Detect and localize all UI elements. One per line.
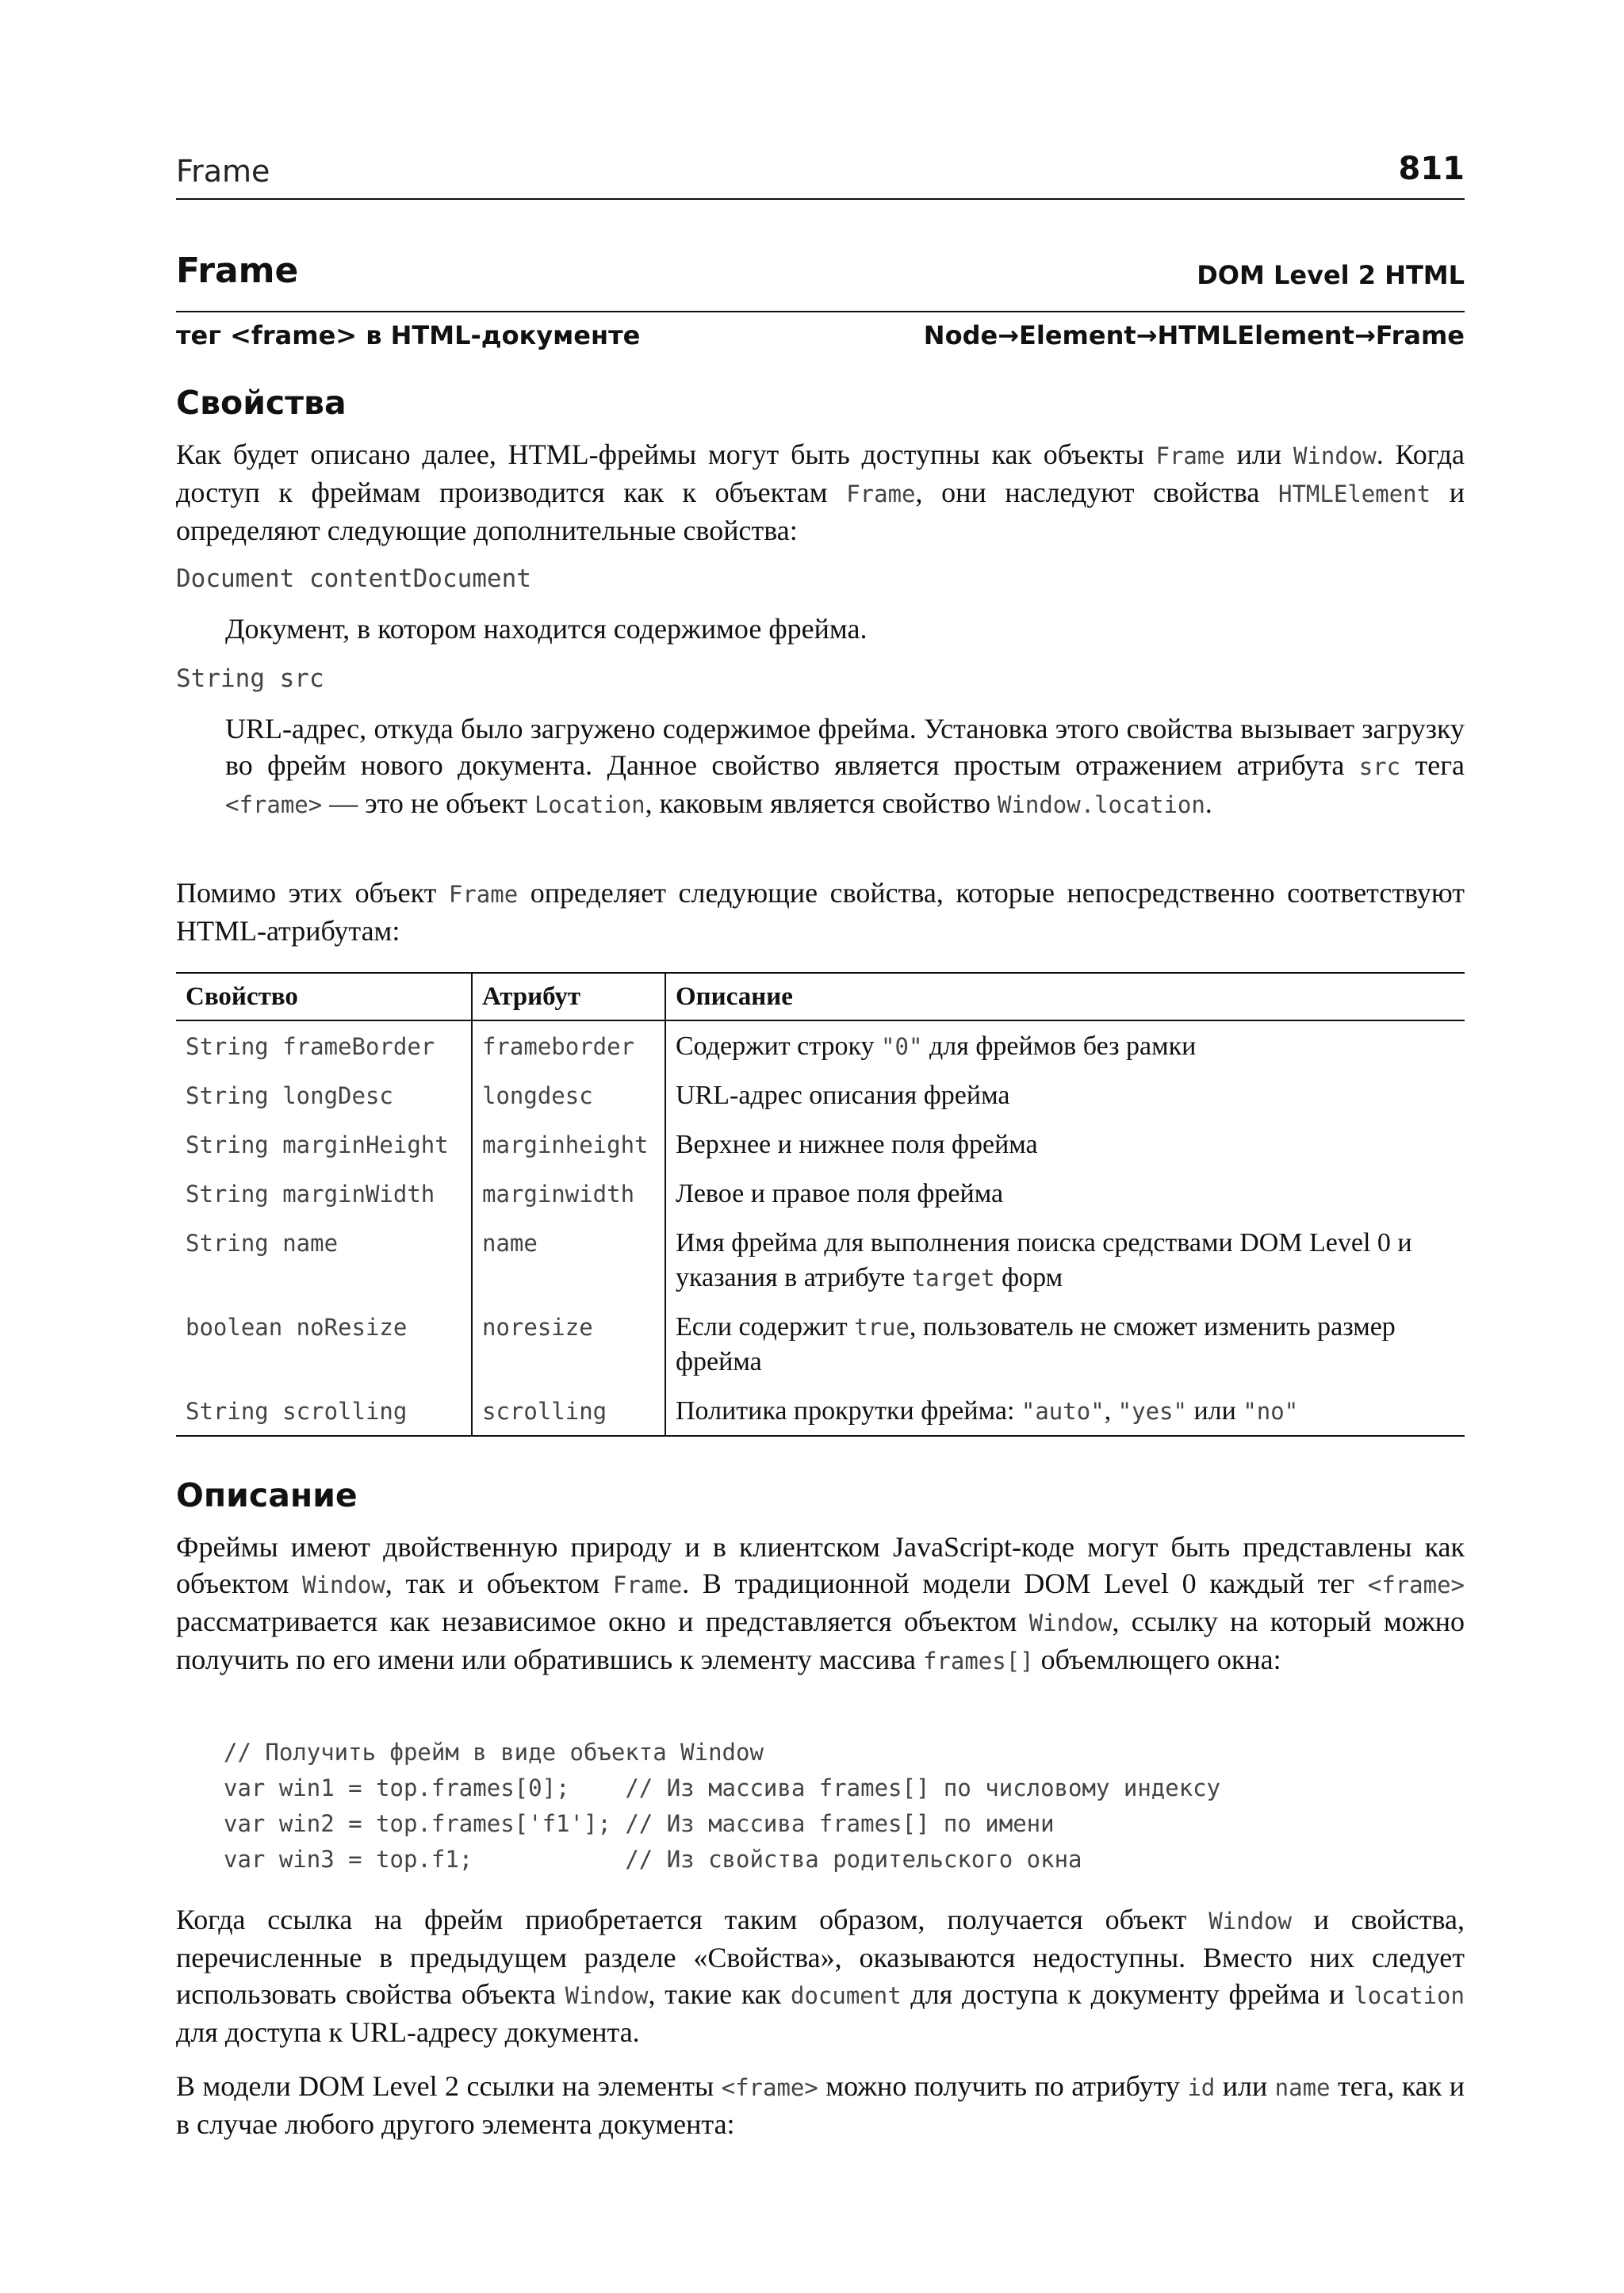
- code-block: [224, 1735, 1465, 1878]
- text-run: объемлющего окна:: [1033, 1644, 1281, 1675]
- table-cell-description: [665, 1120, 1465, 1169]
- text-run: .: [1205, 787, 1212, 819]
- entry-title: Frame: [176, 251, 299, 291]
- text-run: — это не объект: [322, 787, 534, 819]
- table-cell-property: boolean noResize: [176, 1302, 472, 1386]
- table-cell-description: [665, 1302, 1465, 1386]
- inline-code: Frame: [612, 1571, 683, 1598]
- text-run: для доступа к документу фрейма и: [901, 1978, 1354, 2010]
- inline-code: <frame>: [225, 791, 323, 818]
- text-run: , ссылку на который можно получить по его имени или обратившись к элементу массива: [176, 1606, 1465, 1675]
- text-run: тега, как и в случае любого другого элемента документа:: [176, 2070, 1465, 2140]
- properties-heading: Свойства: [176, 384, 347, 422]
- text-run: Если содержит: [676, 1312, 855, 1342]
- table-row: [176, 1169, 1465, 1218]
- text-run: форм: [994, 1263, 1063, 1292]
- text-run: или: [1215, 2070, 1275, 2102]
- table-cell-property: String longDesc: [176, 1070, 472, 1120]
- description-heading: Описание: [176, 1476, 358, 1514]
- text-run: Содержит строку: [676, 1032, 882, 1061]
- table-row: [176, 1020, 1465, 1070]
- inline-code: true: [854, 1314, 910, 1341]
- table-cell-description: [665, 1218, 1465, 1302]
- table-row: [176, 1218, 1465, 1302]
- inline-code: "yes": [1117, 1398, 1187, 1425]
- code-line: // Получить фрейм в виде объекта Window: [224, 1739, 764, 1766]
- text-run: тега: [1400, 749, 1465, 781]
- inline-code: Frame: [1155, 442, 1225, 469]
- text-run: рассматривается как независимое окно и представляется объектом: [176, 1606, 1029, 1637]
- table-header-property: Свойство: [176, 974, 472, 1020]
- table-row: [176, 1386, 1465, 1436]
- running-header: [176, 149, 1465, 193]
- text-run: или: [1224, 438, 1293, 470]
- text-run: Как будет описано далее, HTML-фреймы могут быть доступны как объекты: [176, 438, 1156, 470]
- inline-code: frames[]: [922, 1648, 1034, 1675]
- running-title: Frame: [176, 154, 270, 189]
- text-run: URL-адрес, откуда было загружено содержимое фрейма. Установка этого свойства вызывает загрузку во фрейм нового документа. Данное свойство является простым отражением атрибута: [225, 713, 1465, 781]
- text-run: для фреймов без рамки: [922, 1032, 1197, 1061]
- text-run: Фреймы имеют двойственную природу и в клиентском JavaScript-коде могут быть представлены как объектом: [176, 1531, 1465, 1599]
- page-number: 811: [1398, 151, 1465, 187]
- text-run: Левое и правое поля фрейма: [676, 1179, 1004, 1208]
- table-cell-property: String scrolling: [176, 1386, 472, 1436]
- text-run: и определяют следующие дополнительные свойства:: [176, 477, 1465, 546]
- code-line: var win2 = top.frames['f1']; // Из массива frames[] по имени: [224, 1810, 1055, 1837]
- text-run: для доступа к URL-адресу документа.: [176, 2016, 640, 2048]
- text-run: Когда ссылка на фрейм приобретается таким образом, получается объект: [176, 1904, 1209, 1935]
- inline-code: Window: [302, 1571, 385, 1598]
- text-run: ,: [1104, 1396, 1118, 1426]
- def-desc-src: [225, 710, 1465, 823]
- inline-code: Window: [1293, 442, 1377, 469]
- inline-code: id: [1187, 2074, 1216, 2101]
- table-cell-attribute: name: [472, 1218, 665, 1302]
- text-run: . Когда доступ к фреймам производится как к объектам: [176, 438, 1465, 508]
- text-run: Верхнее и нижнее поля фрейма: [676, 1130, 1038, 1159]
- table-row: [176, 1120, 1465, 1169]
- text-run: Помимо этих объект: [176, 877, 449, 909]
- inline-code: Window: [1208, 1908, 1292, 1935]
- header-rule: [176, 198, 1465, 200]
- inline-code: "0": [881, 1033, 923, 1060]
- description-paragraph-1: [176, 1529, 1465, 1679]
- inline-code: Frame: [846, 480, 916, 507]
- properties-table: [176, 974, 1465, 1437]
- table-cell-attribute: marginwidth: [472, 1169, 665, 1218]
- table-cell-attribute: marginheight: [472, 1120, 665, 1169]
- def-desc-contentdocument: [225, 611, 1465, 647]
- text-run: Политика прокрутки фрейма:: [676, 1396, 1021, 1426]
- inheritance-chain: Node→Element→HTMLElement→Frame: [923, 320, 1465, 350]
- table-header-row: [176, 974, 1465, 1020]
- text-run: , так и объектом: [385, 1568, 613, 1599]
- text-run: , пользователь не сможет изменить размер фрейма: [676, 1312, 1396, 1376]
- inline-code: location: [1354, 1982, 1465, 2009]
- table-cell-attribute: noresize: [472, 1302, 665, 1386]
- inline-code: <frame>: [1367, 1571, 1465, 1598]
- table-row: [176, 1070, 1465, 1120]
- properties-after: [176, 875, 1465, 949]
- inline-code: src: [1358, 753, 1401, 780]
- inline-code: Frame: [448, 881, 519, 908]
- table-cell-property: String name: [176, 1218, 472, 1302]
- text-run: можно получить по атрибуту: [818, 2070, 1188, 2102]
- inline-code: name: [1274, 2074, 1331, 2101]
- table-row: [176, 1302, 1465, 1386]
- table-cell-description: [665, 1020, 1465, 1070]
- text-run: , каковым является свойство: [645, 787, 998, 819]
- table-cell-attribute: longdesc: [472, 1070, 665, 1120]
- inline-code: Window: [1028, 1610, 1113, 1636]
- entry-subtitle: тег <frame> в HTML-документе: [176, 320, 641, 350]
- entry-rule: [176, 311, 1465, 312]
- text-run: Имя фрейма для выполнения поиска средствами DOM Level 0 и указания в атрибуте: [676, 1228, 1412, 1292]
- text-run: URL-адрес описания фрейма: [676, 1081, 1010, 1110]
- table-cell-property: String frameBorder: [176, 1020, 472, 1070]
- inline-code: "no": [1243, 1398, 1299, 1425]
- table-cell-attribute: scrolling: [472, 1386, 665, 1436]
- text-run: или: [1186, 1396, 1243, 1426]
- inline-code: Window: [565, 1982, 649, 2009]
- table-cell-property: String marginHeight: [176, 1120, 472, 1169]
- table-cell-description: [665, 1386, 1465, 1436]
- entry-level: DOM Level 2 HTML: [1197, 260, 1465, 290]
- inline-code: Location: [534, 791, 645, 818]
- table-header-attribute: Атрибут: [472, 974, 665, 1020]
- code-line: var win3 = top.f1; // Из свойства родительского окна: [224, 1846, 1082, 1873]
- text-run: В модели DOM Level 2 ссылки на элементы: [176, 2070, 722, 2102]
- inline-code: "auto": [1021, 1398, 1105, 1425]
- inline-code: document: [791, 1982, 902, 2009]
- description-paragraph-2: [176, 1901, 1465, 2050]
- def-term-contentdocument: Document contentDocument: [176, 565, 531, 593]
- text-run: определяет следующие свойства, которые непосредственно соответствуют HTML-атрибутам:: [176, 877, 1465, 947]
- text-run: , они наследуют свойства: [915, 477, 1279, 508]
- entry-header: [176, 251, 1465, 291]
- entry-subheader: [176, 320, 1465, 350]
- text-run: . В традиционной модели DOM Level 0 каждый тег: [682, 1568, 1368, 1599]
- inline-code: Window.location: [997, 791, 1205, 818]
- def-term-src: String src: [176, 664, 324, 693]
- inline-code: target: [911, 1265, 995, 1292]
- table-cell-property: String marginWidth: [176, 1169, 472, 1218]
- code-line: var win1 = top.frames[0]; // Из массива frames[] по числовому индексу: [224, 1774, 1221, 1801]
- inline-code: HTMLElement: [1278, 480, 1431, 507]
- table-cell-description: [665, 1070, 1465, 1120]
- table-header-description: Описание: [665, 974, 1465, 1020]
- table-cell-attribute: frameborder: [472, 1020, 665, 1070]
- description-paragraph-3: [176, 2068, 1465, 2142]
- text-run: и свойства, перечисленные в предыдущем разделе «Свойства», оказываются недоступны. Вместо них следует использовать свойства объекта: [176, 1904, 1465, 2010]
- text-run: , такие как: [648, 1978, 791, 2010]
- text-run: Документ, в котором находится содержимое фрейма.: [225, 613, 868, 645]
- inline-code: <frame>: [721, 2074, 818, 2101]
- properties-intro: [176, 436, 1465, 549]
- table-cell-description: [665, 1169, 1465, 1218]
